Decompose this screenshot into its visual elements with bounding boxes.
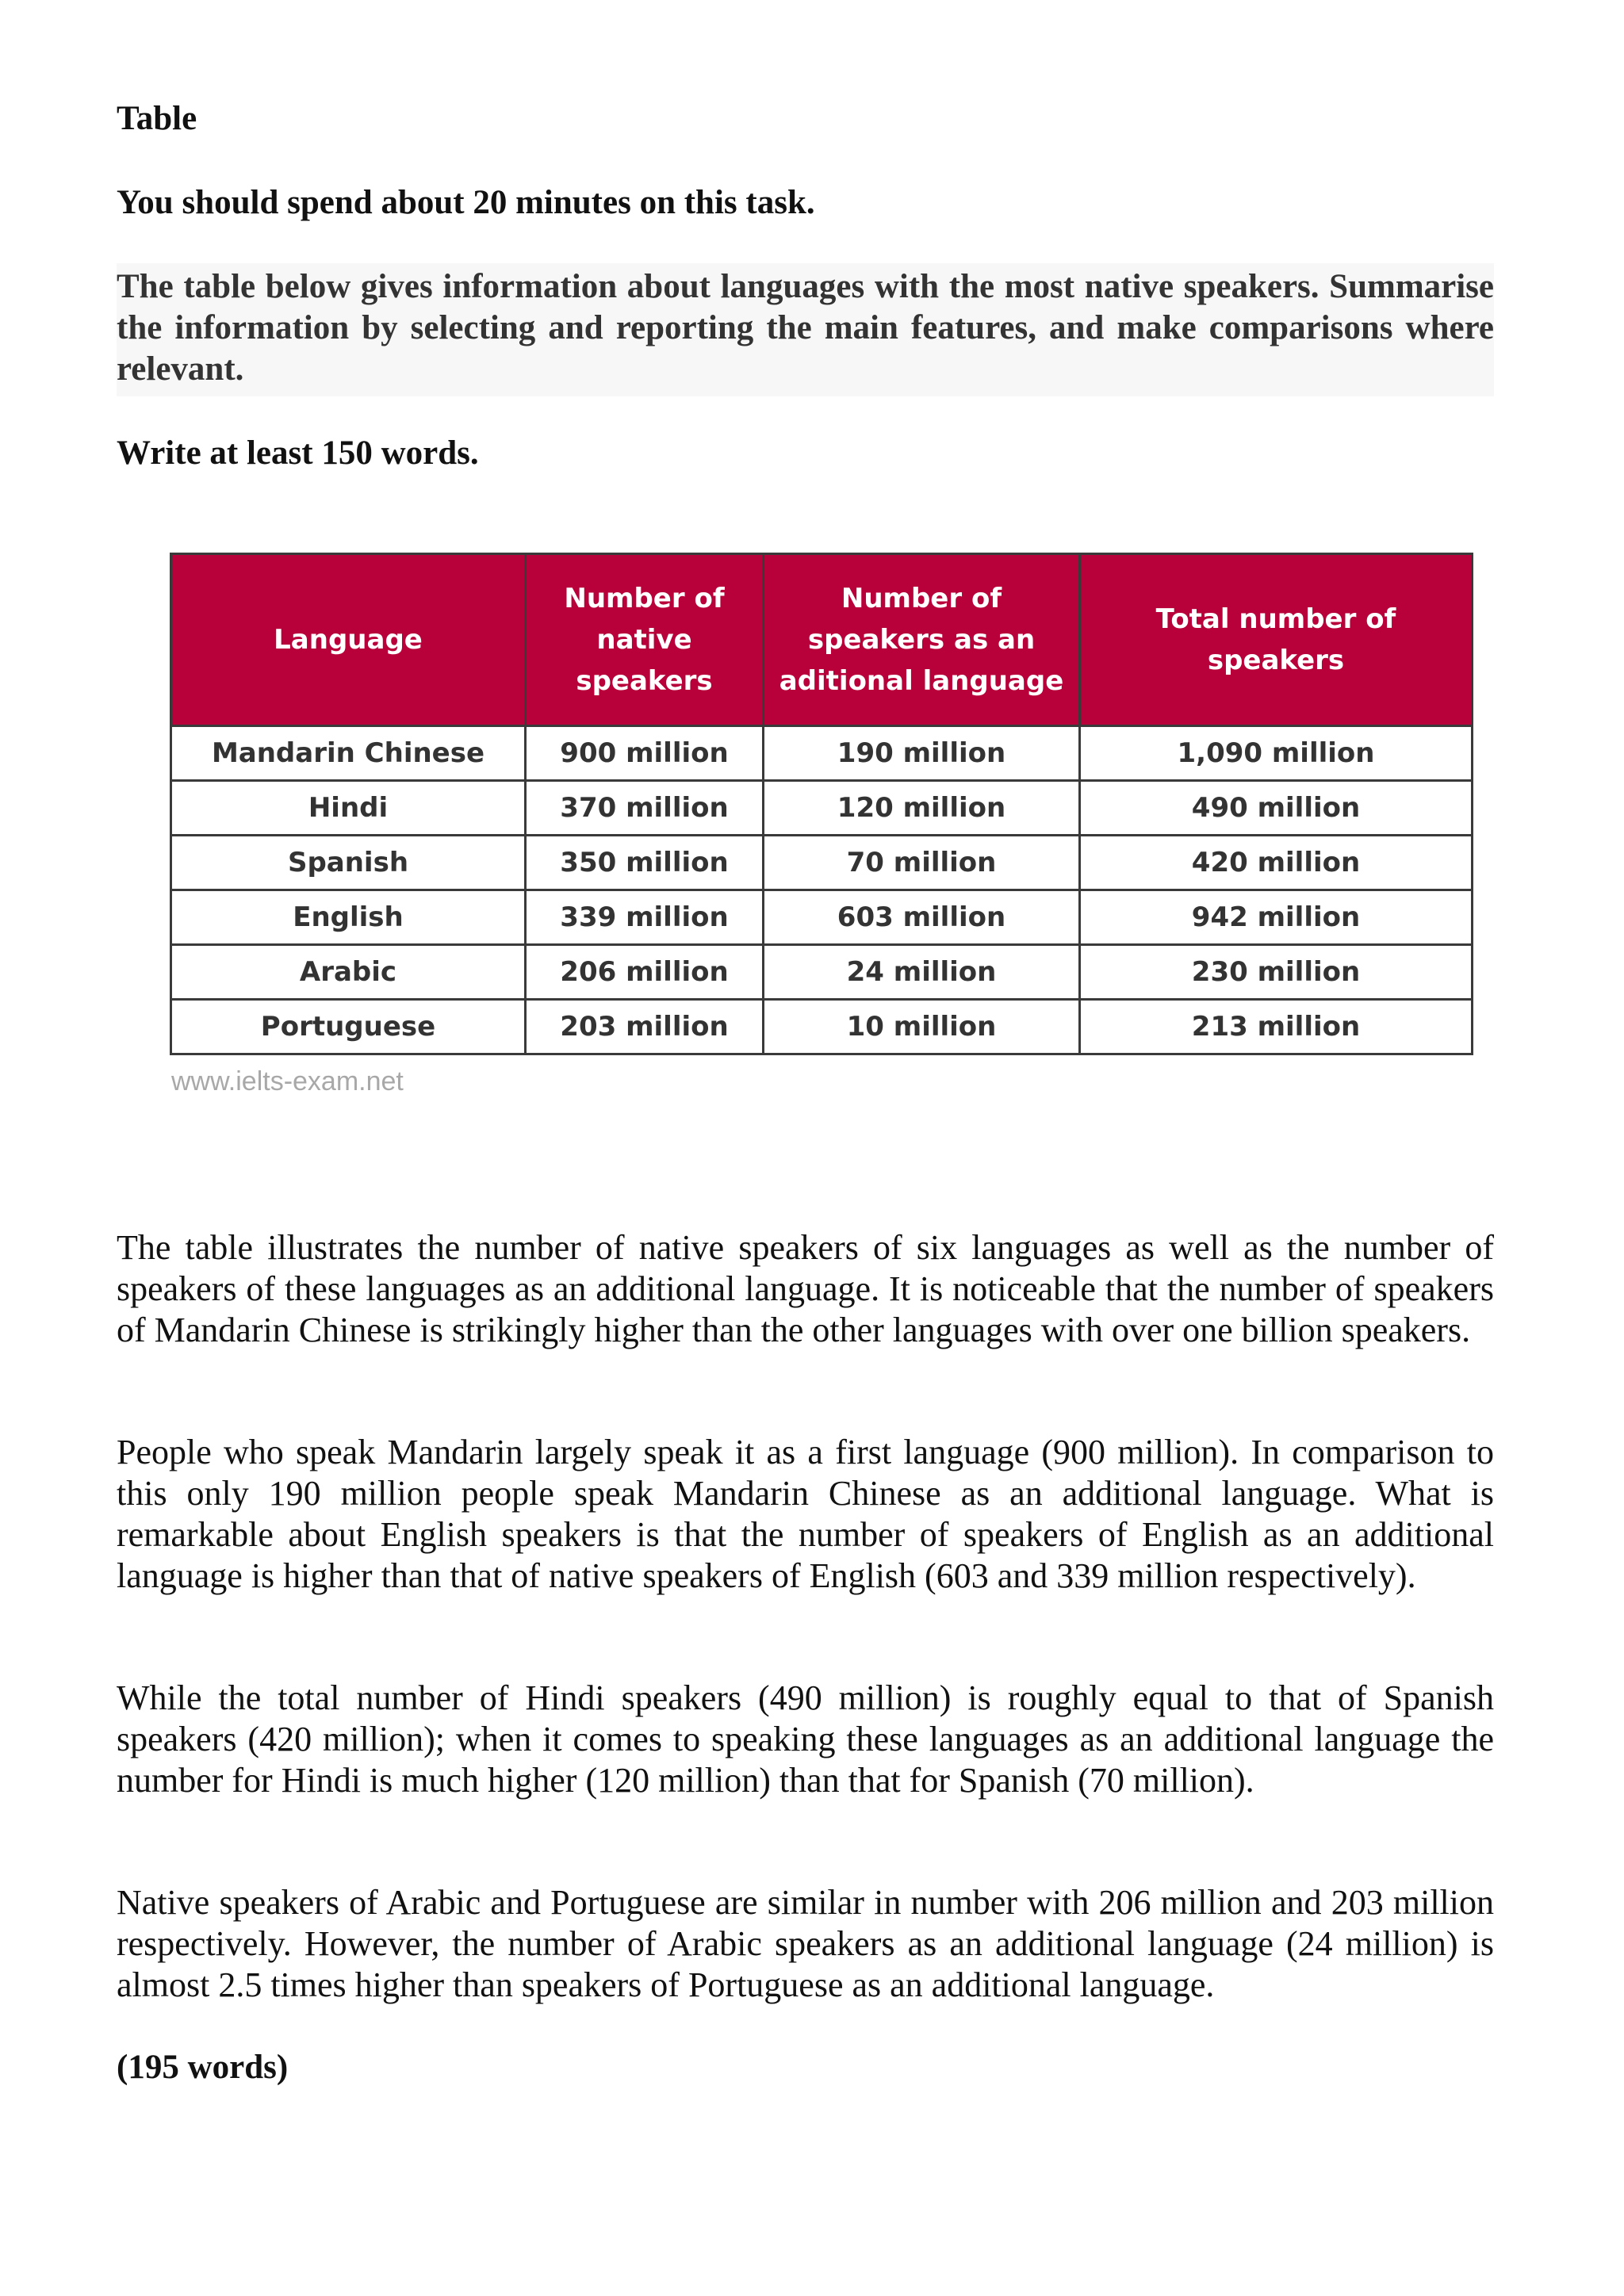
answer-paragraph-1: The table illustrates the number of native speakers of six languages as well as the number of speakers of these languages as an additional language. It is noticeable that the number of speakers of Mandarin Chinese is strikingly higher than the other languages with over one billion speakers. — [117, 1228, 1494, 1349]
table-row — [171, 945, 1473, 1000]
answer-paragraph-3: While the total number of Hindi speakers (490 million) is roughly equal to that of Spanish speakers (420 million); when it comes to speaking these languages as an additional language the number for Hindi is much higher (120 million) than that for Spanish (70 million). — [117, 1678, 1494, 1800]
column-header-total-speakers: Total number of speakers — [1080, 554, 1473, 726]
watermark: www.ielts-exam.net — [171, 1066, 404, 1096]
column-header-native-speakers: Number of native speakers — [526, 554, 764, 726]
task-title: Table — [117, 100, 197, 137]
column-header-language: Language — [171, 554, 526, 726]
cell-native: 370 million — [526, 781, 764, 836]
cell-total: 490 million — [1080, 781, 1473, 836]
cell-total: 1,090 million — [1080, 726, 1473, 781]
cell-native: 339 million — [526, 890, 764, 945]
table-row — [171, 890, 1473, 945]
answer-paragraph-4: Native speakers of Arabic and Portuguese are similar in number with 206 million and 203 million respectively. However, the number of Arabic speakers as an additional language (24 million) is almost 2.5 times higher than speakers of Portuguese as an additional language. — [117, 1883, 1494, 2004]
cell-native: 350 million — [526, 836, 764, 890]
word-requirement: Write at least 150 words. — [117, 434, 479, 472]
cell-additional: 190 million — [764, 726, 1080, 781]
cell-native: 900 million — [526, 726, 764, 781]
cell-total: 420 million — [1080, 836, 1473, 890]
word-count: (195 words) — [117, 2049, 289, 2086]
cell-total: 942 million — [1080, 890, 1473, 945]
cell-language: Arabic — [171, 945, 526, 1000]
time-instruction: You should spend about 20 minutes on this task. — [117, 184, 815, 221]
cell-language: Mandarin Chinese — [171, 726, 526, 781]
table-row — [171, 781, 1473, 836]
cell-total: 213 million — [1080, 1000, 1473, 1054]
cell-additional: 70 million — [764, 836, 1080, 890]
cell-additional: 24 million — [764, 945, 1080, 1000]
cell-language: Hindi — [171, 781, 526, 836]
column-header-additional-speakers: Number of speakers as an aditional language — [764, 554, 1080, 726]
cell-total: 230 million — [1080, 945, 1473, 1000]
cell-native: 206 million — [526, 945, 764, 1000]
cell-native: 203 million — [526, 1000, 764, 1054]
table-row — [171, 726, 1473, 781]
cell-language: Portuguese — [171, 1000, 526, 1054]
table-row — [171, 836, 1473, 890]
languages-table-container — [170, 553, 1473, 1055]
cell-additional: 120 million — [764, 781, 1080, 836]
answer-paragraph-2: People who speak Mandarin largely speak it as a first language (900 million). In comparison to this only 190 million people speak Mandarin Chinese as an additional language. What is remarkable about English speakers is that the number of speakers of English as an additional language is higher than that of native speakers of English (603 and 339 million respectively). — [117, 1433, 1494, 1595]
table-header-row — [171, 554, 1473, 726]
cell-additional: 10 million — [764, 1000, 1080, 1054]
table-row — [171, 1000, 1473, 1054]
languages-table — [170, 553, 1473, 1055]
cell-additional: 603 million — [764, 890, 1080, 945]
cell-language: English — [171, 890, 526, 945]
cell-language: Spanish — [171, 836, 526, 890]
task-prompt: The table below gives information about languages with the most native speakers. Summarise the information by selecting and reporting the main features, and make comparisons where relevant. — [117, 263, 1494, 396]
